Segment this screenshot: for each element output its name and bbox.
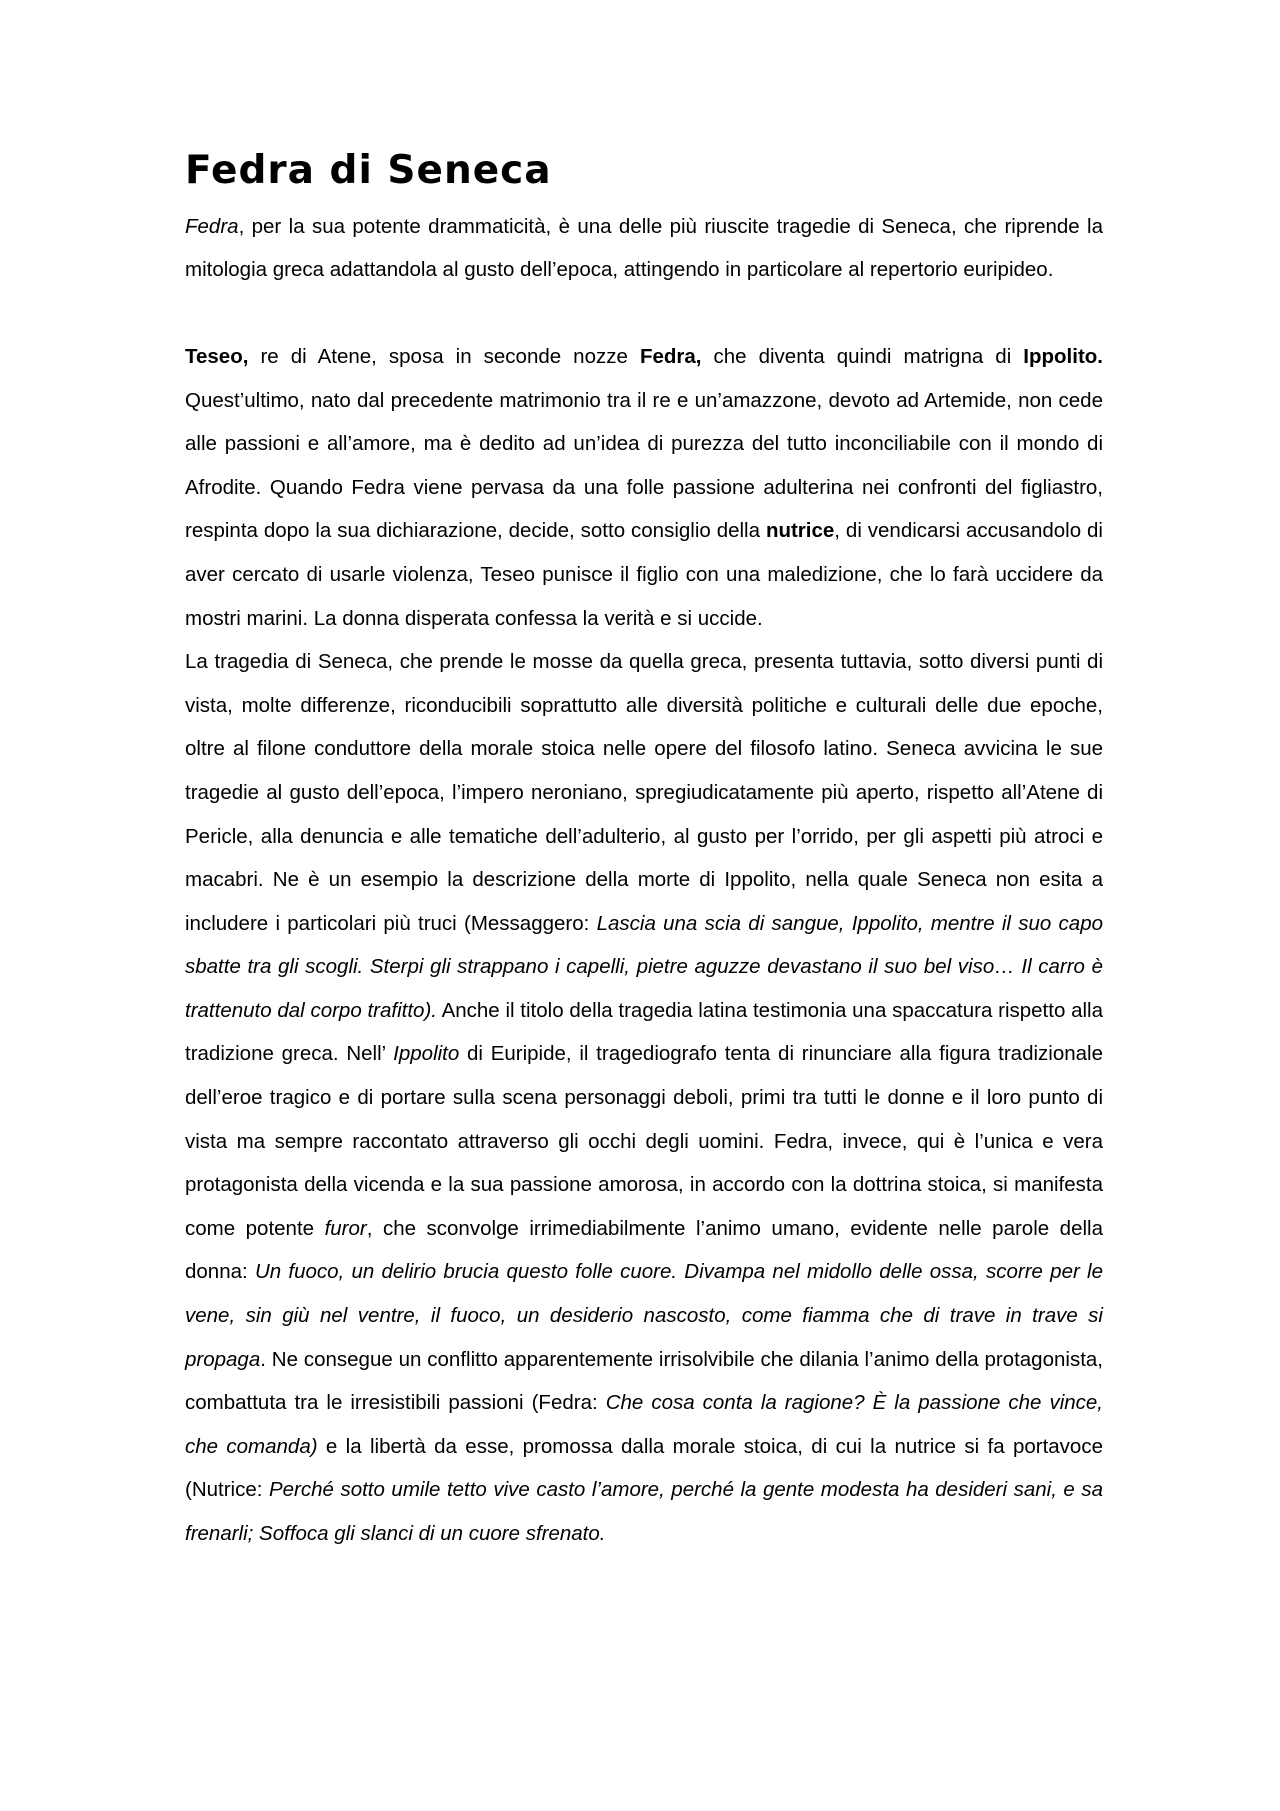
italic-text: Fedra (185, 214, 239, 238)
bold-text: Fedra, (639, 344, 702, 368)
text-span: re di Atene, sposa in seconde nozze (248, 344, 640, 368)
text-span: Anche il titolo della tragedia latina testimonia una spaccatura rispetto alla tradizione greca. Nell’ (185, 998, 1103, 1066)
text-span: . Ne consegue un conflitto apparentemente irrisolvibile che dilania l’animo della protagonista, combattuta tra le irresistibili passioni (Fedra: (185, 1347, 1103, 1415)
italic-text: Un fuoco, un delirio brucia questo folle cuore. Divampa nel midollo delle ossa, scorre per le vene, sin giù nel ventre, il fuoco, un desiderio nascosto, come fiamma che di trave in trave si propaga (185, 1260, 1103, 1371)
text-span: La tragedia di Seneca, che prende le mosse da quella greca, presenta tuttavia, sotto diversi punti di vista, molte differenze, riconducibili soprattutto alle diversità politiche e culturali delle due epoche, oltre al filone conduttore della morale stoica nelle opere del filosofo latino. Seneca avvicina le sue tragedie al gusto dell’epoca, l’impero neroniano, spregiudicatamente più aperto, rispetto all’Atene di Pericle, alla denuncia e alle tematiche dell’adulterio, al gusto per l’orrido, per gli aspetti più atroci e macabri. Ne è un esempio la descrizione della morte di Ippolito, nella quale Seneca non esita a includere i particolari più truci (Messaggero: (185, 650, 1103, 935)
text-span: , per la sua potente drammaticità, è una delle più riuscite tragedie di Seneca, che riprende la mitologia greca adattandola al gusto dell’epoca, attingendo in particolare al repertorio euripideo. (185, 214, 1103, 282)
paragraph-plot (185, 335, 1103, 640)
italic-text: Perché sotto umile tetto vive casto l’amore, perché la gente modesta ha desideri sani, e sa frenarli; Soffoca gli slanci di un cuore sfrenato. (185, 1478, 1103, 1546)
text-span: e la libertà da esse, promossa dalla morale stoica, di cui la nutrice si fa portavoce (Nutrice: (185, 1434, 1103, 1502)
italic-text: Che cosa conta la ragione? È la passione che vince, che comanda) (185, 1391, 1103, 1458)
italic-text: Ippolito (393, 1042, 460, 1066)
text-span: che diventa quindi matrigna di (701, 344, 1024, 368)
bold-text: nutrice (765, 519, 835, 543)
bold-text: Teseo, (185, 344, 249, 368)
italic-text: furor (324, 1216, 367, 1240)
text-span: , di vendicarsi accusandolo di aver cercato di usarle violenza, Teseo punisce il figlio con una maledizione, che lo farà uccidere da mostri marini. La donna disperata confessa la verità e si uccide. (185, 519, 1103, 630)
paragraph-intro (185, 205, 1103, 292)
bold-text: Ippolito. (1023, 344, 1103, 368)
paragraph-analysis (185, 640, 1103, 1555)
text-span: Quest’ultimo, nato dal precedente matrimonio tra il re e un’amazzone, devoto ad Artemide, non cede alle passioni e all’amore, ma è dedito ad un’idea di purezza del tutto inconciliabile con il mondo di Afrodite. Quando Fedra viene pervasa da una folle passione adulterina nei confronti del figliastro, respinta dopo la sua dichiarazione, decide, sotto consiglio della (185, 388, 1103, 543)
text-span: , che sconvolge irrimediabilmente l’animo umano, evidente nelle parole della donna: (185, 1216, 1103, 1284)
italic-text: Lascia una scia di sangue, Ippolito, mentre il suo capo sbatte tra gli scogli. Sterpi gli strappano i capelli, pietre aguzze devastano il suo bel viso… Il carro è trattenuto dal corpo trafitto). (185, 911, 1104, 1022)
document-body (185, 148, 1103, 1556)
page-title: Fedra di Seneca (185, 148, 552, 193)
text-span: di Euripide, il tragediografo tenta di rinunciare alla figura tradizionale dell’eroe tragico e di portare sulla scena personaggi deboli, primi tra tutti le donne e il loro punto di vista ma sempre raccontato attraverso gli occhi degli uomini. Fedra, invece, qui è l’unica e vera protagonista della vicenda e la sua passione amorosa, in accordo con la dottrina stoica, si manifesta come potente (185, 1042, 1103, 1240)
